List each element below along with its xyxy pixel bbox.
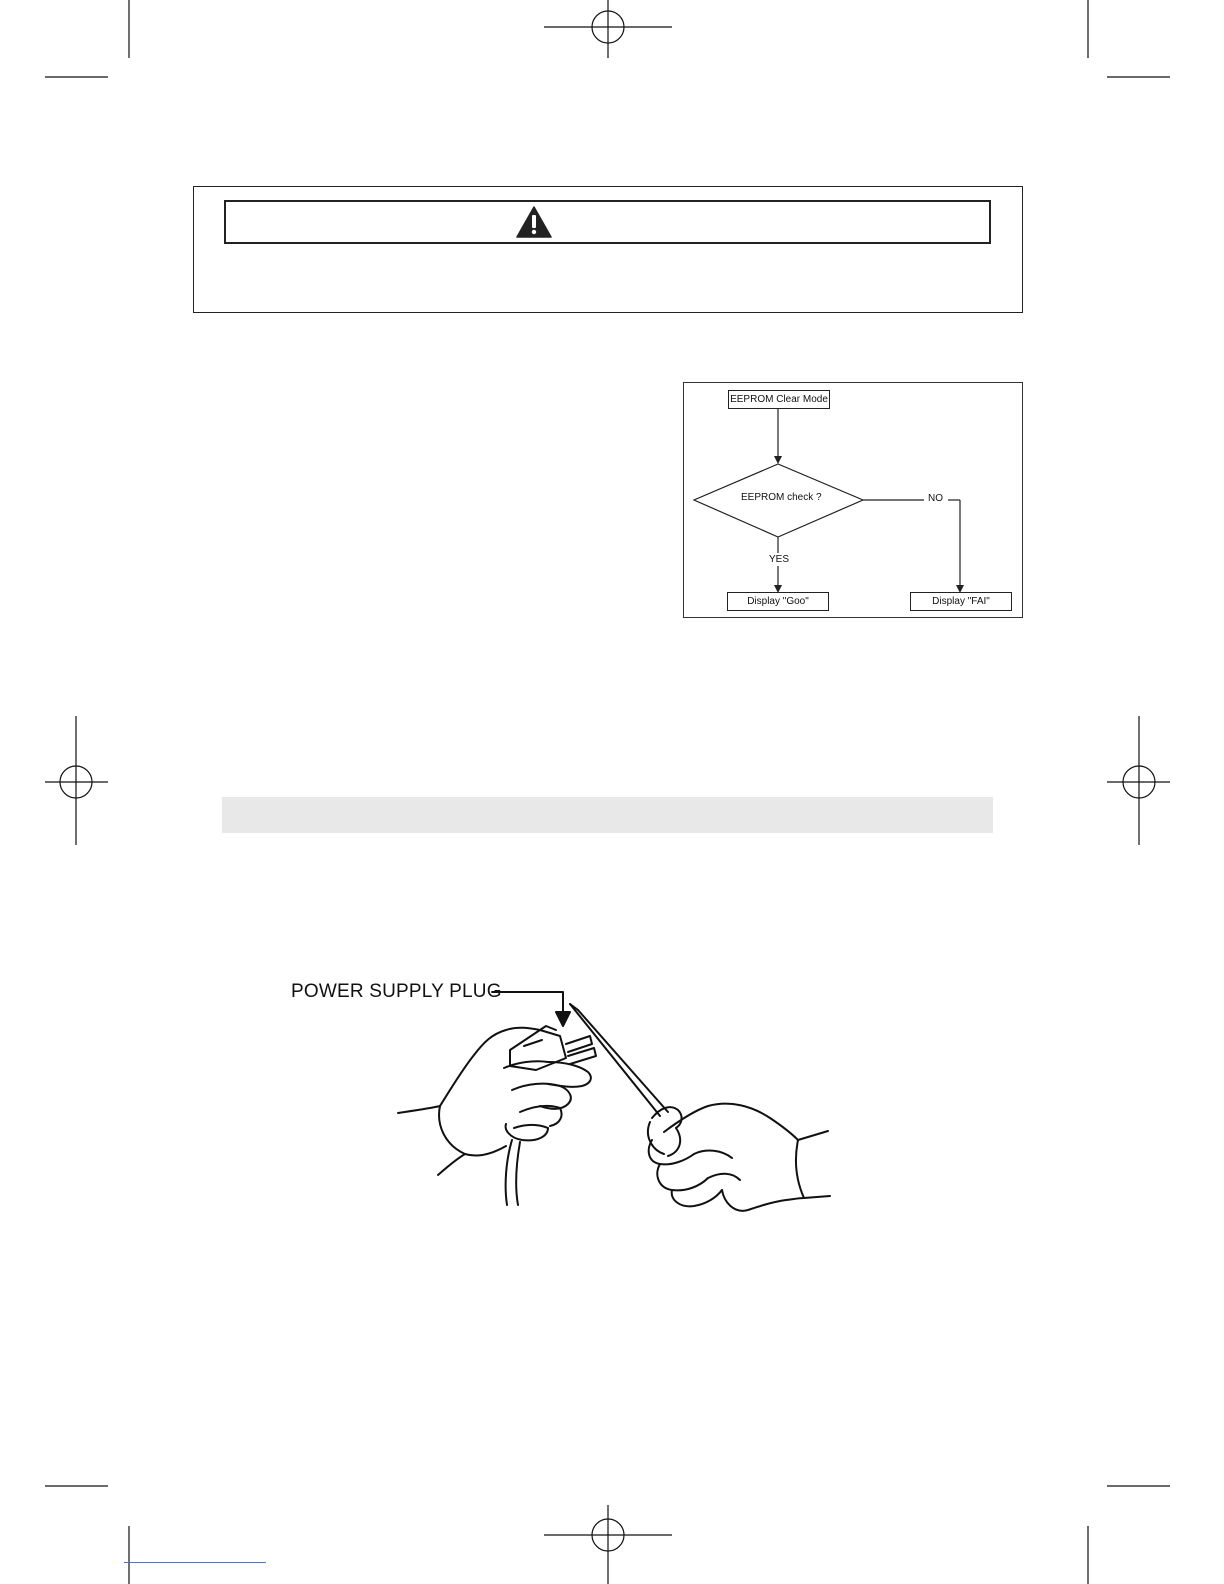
flowchart-decision-label: EEPROM check ? — [741, 492, 822, 503]
power-supply-plug-label: POWER SUPPLY PLUG — [291, 981, 502, 1002]
flowchart-yes-result-node: Display "Goo" — [727, 592, 829, 611]
flowchart-no-result-node: Display "FAI" — [910, 592, 1012, 611]
flowchart-start-node: EEPROM Clear Mode — [728, 390, 830, 409]
flowchart-no-label: NO — [928, 493, 943, 504]
flowchart-yes-label: YES — [769, 554, 790, 565]
footer-link-underline — [124, 1562, 266, 1563]
